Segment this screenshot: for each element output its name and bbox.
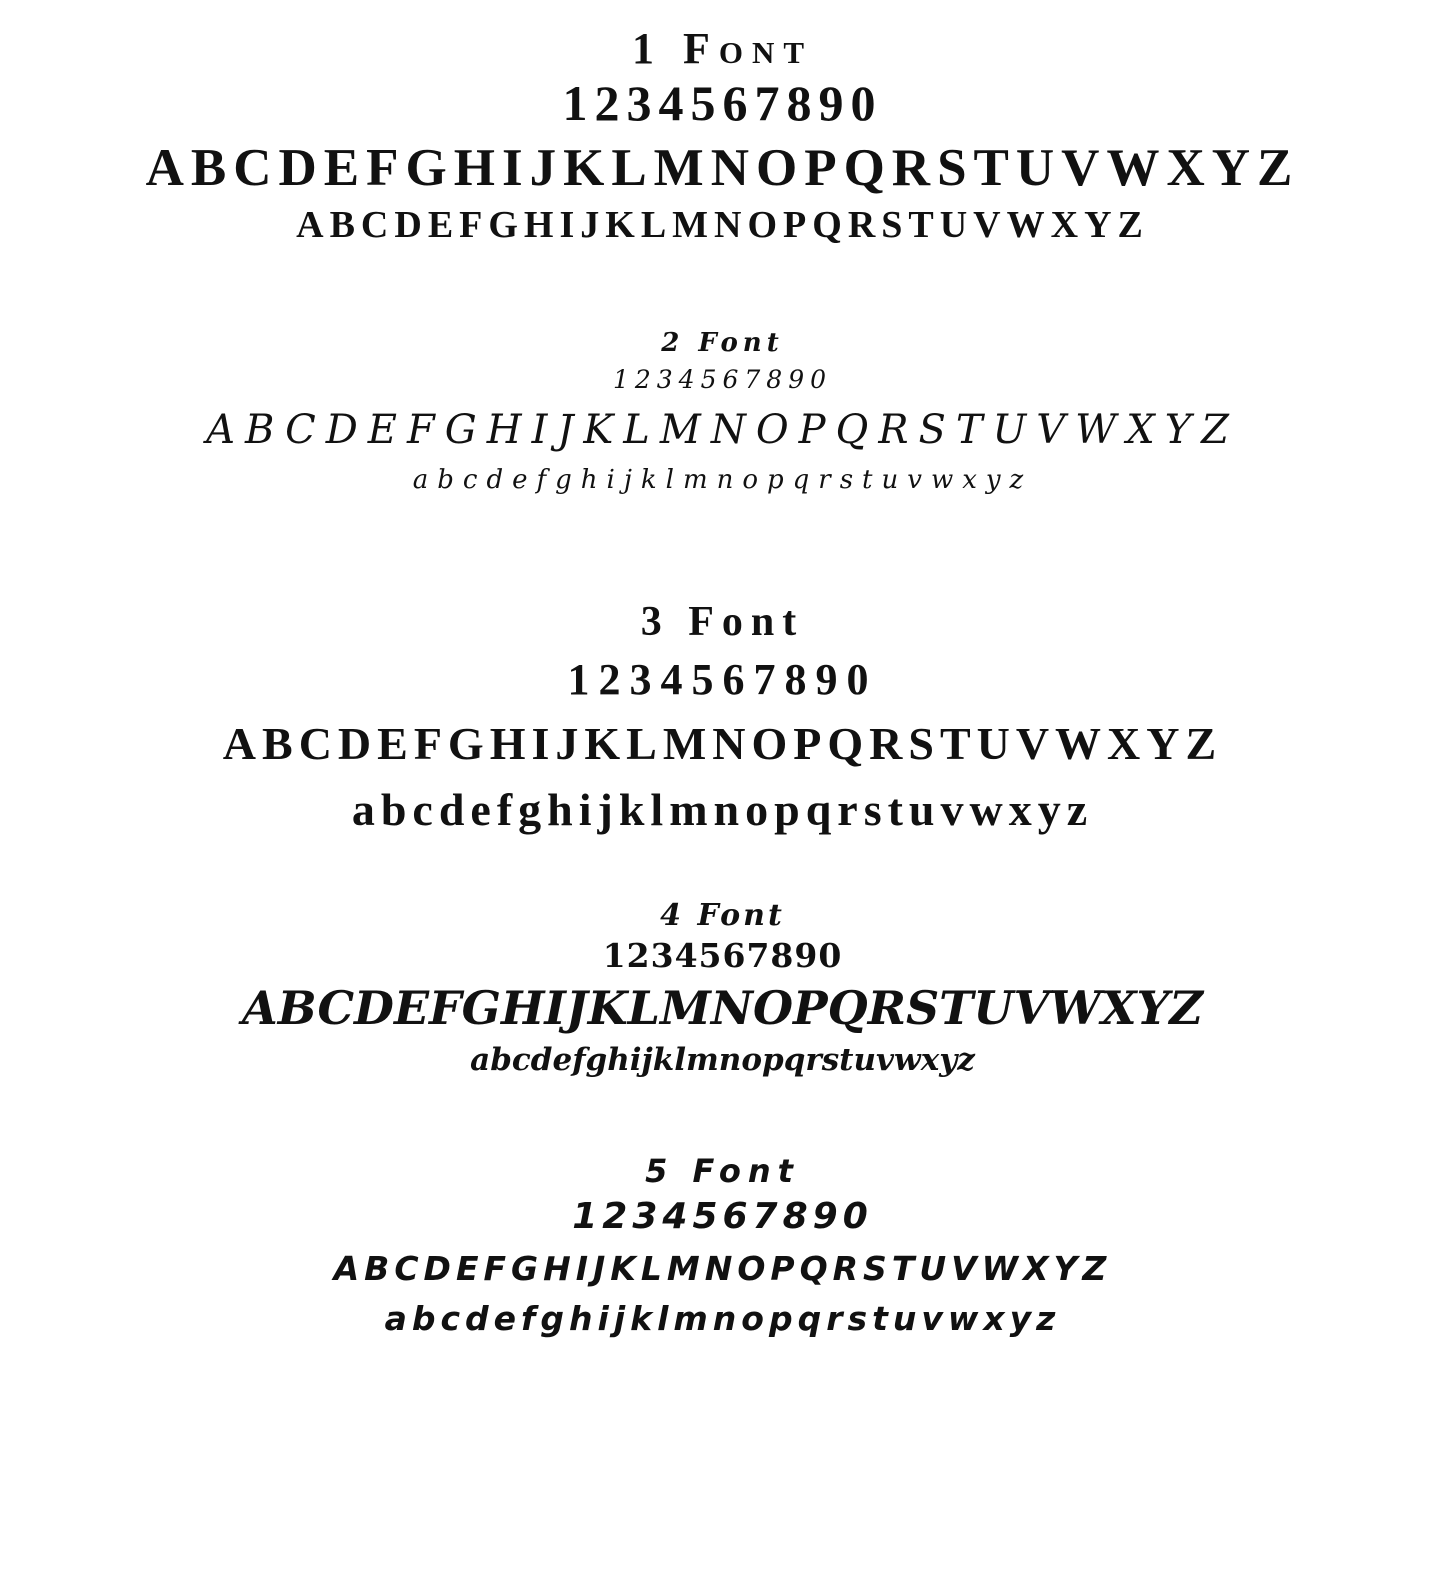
font-sample-3-digits: 1234567890 <box>567 654 878 704</box>
font-sample-4-lowercase: abcdefghijklmnopqrstuvwxyz <box>470 1041 975 1078</box>
font-sample-1-uppercase-display: ABCDEFGHIJKLMNOPQRSTUVWXYZ <box>145 138 1300 197</box>
font-sample-1 <box>0 0 1445 250</box>
font-sample-3-title: 3 Font <box>640 599 805 646</box>
font-sample-2-digits: 1234567890 <box>612 364 833 394</box>
font-sample-5-lowercase: abcdefghijklmnopqrstuvwxyz <box>384 1298 1061 1338</box>
font-sample-1-digits: 1234567890 <box>562 75 883 132</box>
font-sample-5-title: 5 Font <box>645 1152 800 1191</box>
font-sample-2 <box>0 250 1445 501</box>
font-sample-4-title: 4 Font <box>660 898 785 934</box>
font-sample-3-lowercase: abcdefghijklmnopqrstuvwxyz <box>351 783 1094 835</box>
font-sample-4-digits: 1234567890 <box>602 936 843 976</box>
font-sample-5 <box>0 1082 1445 1343</box>
font-sample-5-digits: 1234567890 <box>572 1195 873 1237</box>
font-sample-4-uppercase: ABCDEFGHIJKLMNOPQRSTUVWXYZ <box>242 980 1203 1035</box>
font-sample-2-lowercase: abcdefghijklmnopqrstuvwxyz <box>412 464 1033 495</box>
font-sample-4 <box>0 842 1445 1082</box>
font-sample-1-title: 1 Font <box>631 24 814 73</box>
font-sample-2-uppercase: ABCDEFGHIJKLMNOPQRSTUVWXYZ <box>206 406 1239 453</box>
font-sample-3 <box>0 501 1445 842</box>
font-sample-5-uppercase: ABCDEFGHIJKLMNOPQRSTUVWXYZ <box>333 1248 1112 1288</box>
font-sample-2-title: 2 Font <box>661 328 784 359</box>
font-sample-1-uppercase-small: ABCDEFGHIJKLMNOPQRSTUVWXYZ <box>296 203 1149 246</box>
font-sample-3-uppercase: ABCDEFGHIJKLMNOPQRSTUVWXYZ <box>222 718 1223 770</box>
